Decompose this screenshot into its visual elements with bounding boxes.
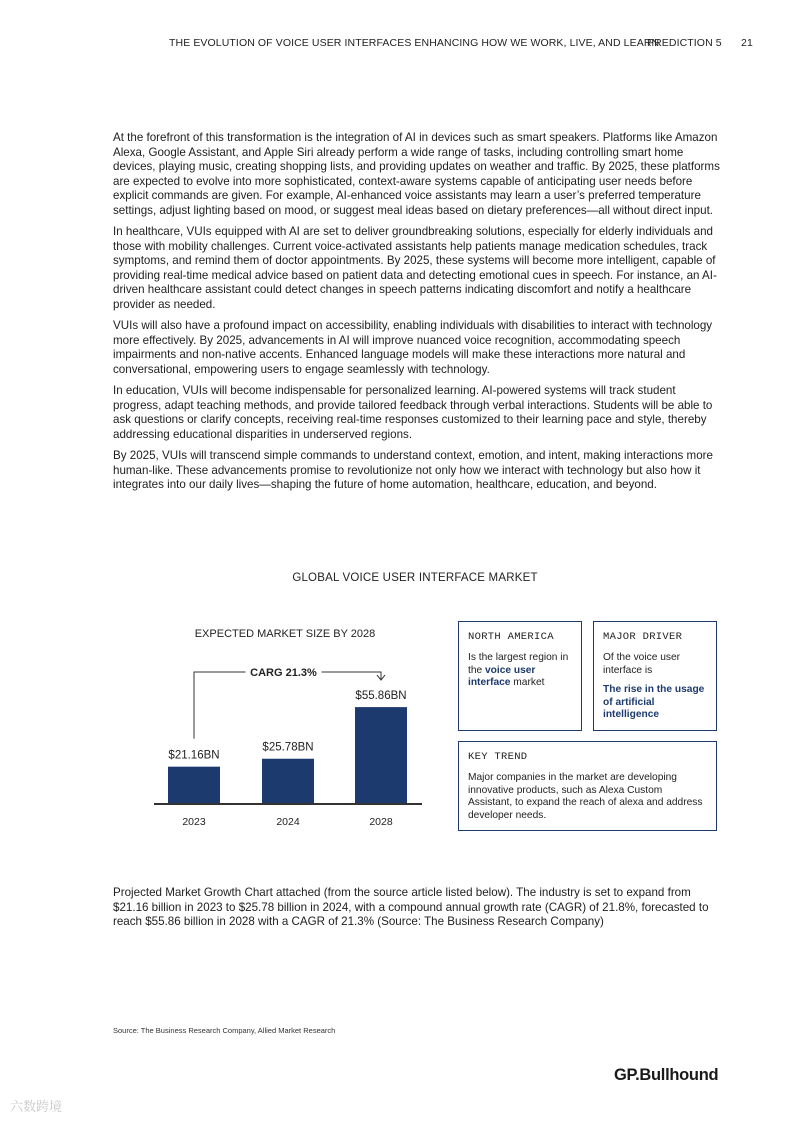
bar-2028 [355,707,407,803]
bar-2023 [168,767,220,803]
paragraph: VUIs will also have a profound impact on accessibility, enabling individuals with disabilities to interact with technology more effectively. By 2025, advancements in AI will improve nuanced voice recognition, accommodating speech impairments and non-native accents. Enhanced language models will make these interactions more natural and conversational, empowering users to engage seamlessly with technology. [113,319,713,376]
cagr-bracket-line [194,672,381,739]
data-label-2024: $25.78BN [262,741,314,754]
tick-label-2028: 2028 [369,816,393,828]
data-label-2028: $55.86BN [355,690,407,703]
key-trend-title: KEY TREND [468,751,528,763]
north-america-text [468,652,572,690]
key-trend-text: Major companies in the market are developing innovative products, such as Alexa Custom Assistant, to expand the reach of alexa and address developer needs. [468,772,703,821]
major-driver-text: Of the voice user interface is [603,652,681,676]
tick-label-2024: 2024 [276,816,300,828]
data-label-2023: $21.16BN [168,749,220,762]
key-trend-box [458,741,717,831]
north-america-highlight: voice user interface [468,664,536,688]
chart-svg [140,620,440,840]
major-driver-box [593,621,717,731]
tick-label-2023: 2023 [182,816,206,828]
gp-bullhound-logo: GP.Bullhound [614,1066,719,1084]
watermark: 六数跨境 [10,1099,63,1114]
north-america-text-before: Is the largest region in the [468,652,569,676]
bar-2024 [262,759,314,803]
page-number: 21 [741,37,753,49]
major-driver-highlight: The rise in the usage of artificial intelligence [603,684,705,720]
north-america-title: NORTH AMERICA [468,631,554,643]
major-driver-title: MAJOR DRIVER [603,631,683,643]
paragraph: By 2025, VUIs will transcend simple commands to understand context, emotion, and intent, making interactions more human-like. These advancements promise to revolutionize not only how we interact with technology but also how it integrates into our daily lives—shaping the future of home automation, healthcare, education, and beyond. [113,449,713,491]
header-prediction: PREDICTION 5 [647,37,722,49]
chart-title: EXPECTED MARKET SIZE BY 2028 [194,628,376,640]
cagr-label: CARG 21.3% [250,667,317,679]
source-note: Source: The Business Research Company, Allied Market Research [113,1026,336,1035]
market-section-title: GLOBAL VOICE USER INTERFACE MARKET [292,572,538,584]
north-america-box [458,621,582,731]
market-summary: Projected Market Growth Chart attached (from the source article listed below). The industry is set to expand from $21.16 billion in 2023 to $25.78 billion in 2024, with a compound annual growth rate (CAGR) of 21.8%, forecasted to reach $55.86 billion in 2028 with a CAGR of 21.3% (Source: The Business Research Company) [113,886,709,928]
north-america-text-after: market [510,677,545,688]
paragraph: At the forefront of this transformation is the integration of AI in devices such as smart speakers. Platforms like Amazon Alexa, Google Assistant, and Apple Siri already perform a wide range of tasks, including controlling smart home devices, playing music, creating shopping lists, and providing updates on weather and traffic. By 2025, these platforms are expected to evolve into more sophisticated, context-aware systems capable of anticipating user needs before explicit commands are given. For example, AI-enhanced voice assistants may learn a user’s preferred temperature settings, adjust lighting based on mood, or suggest meal ideas based on dietary preferences—all without direct input. [113,131,720,217]
paragraph: In education, VUIs will become indispensable for personalized learning. AI-powered systems will track student progress, adapt teaching methods, and provide tailored feedback through verbal interactions. Students will be able to ask questions or clarify concepts, receiving real-time responses customized to their learning pace and style, thereby addressing educational disparities in underserved regions. [113,384,713,441]
paragraph: In healthcare, VUIs equipped with AI are set to deliver groundbreaking solutions, especially for elderly individuals and those with mobility challenges. Current voice-activated assistants help patients manage medication schedules, track symptoms, and remind them of doctor appointments. By 2025, these systems will become more intelligent, capable of providing real-time medical advice based on patient data and detecting emotional cues in speech. For instance, an AI-driven healthcare assistant could detect changes in speech patterns indicating discomfort and notify a healthcare provider as needed. [113,225,717,311]
market-size-chart [140,620,440,840]
body-text [113,131,720,500]
header-title: THE EVOLUTION OF VOICE USER INTERFACES ENHANCING HOW WE WORK, LIVE, AND LEARN [169,37,660,49]
